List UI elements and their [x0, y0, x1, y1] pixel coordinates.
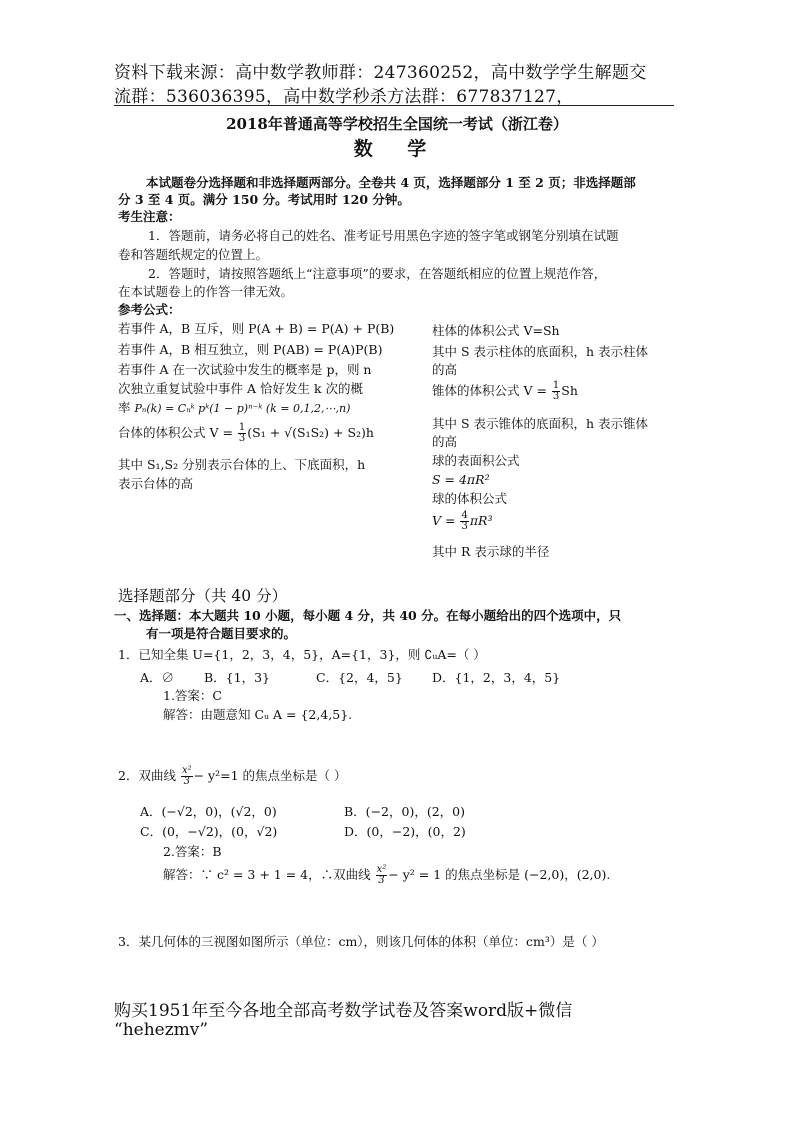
note-2-line-1: 2．答题时，请按照答题纸上“注意事项”的要求，在答题纸相应的位置上规范作答， — [148, 266, 607, 281]
q1-answer: 1.答案：C — [163, 688, 222, 703]
q2-solution — [163, 865, 610, 886]
q2-sol-frac-den: 3 — [378, 875, 385, 886]
q1-option-c: C．{2，4，5} — [316, 670, 403, 685]
q2-solution-prefix: 解答：∵ c² = 3 + 1 = 4，∴双曲线 — [163, 867, 375, 882]
sphere-volume-label: 球的体积公式 — [432, 491, 508, 506]
formula-prism: 柱体的体积公式 V=Sh — [432, 323, 560, 338]
sphere-vol-prefix: V = — [432, 513, 460, 528]
cone-frac-den: 3 — [552, 391, 560, 402]
sphere-area-formula: S = 4πR² — [432, 472, 490, 487]
sphere-vol-rest: πR³ — [469, 513, 493, 528]
q2-stem-suffix: − y²=1 的焦点坐标是（ ） — [193, 768, 347, 783]
prism-note-1: 其中 S 表示柱体的底面积，h 表示柱体 — [432, 344, 649, 359]
q2-answer: 2.答案：B — [163, 844, 222, 859]
note-1-line-2: 卷和答题纸规定的位置上。 — [118, 247, 269, 262]
formulas-heading: 参考公式： — [118, 302, 181, 317]
cone-note-2: 的高 — [432, 434, 458, 449]
frustum-prefix: 台体的体积公式 V = — [118, 425, 237, 440]
q2-frac-num: x² — [181, 765, 192, 776]
frustum-frac-den: 3 — [238, 433, 246, 444]
q3-stem: 3．某几何体的三视图如图所示（单位：cm），则该几何体的体积（单位：cm³）是（ ） — [118, 934, 604, 949]
footer-line-2: “hehezmv” — [114, 1020, 209, 1040]
q1-solution: 解答：由题意知 Cᵤ A = {2,4,5}. — [163, 707, 353, 722]
sphere-vol-fraction — [460, 511, 468, 532]
sphere-area-label: 球的表面积公式 — [432, 453, 520, 468]
cone-frac-num: 1 — [552, 380, 560, 391]
note-1-line-1: 1．答题前，请务必将自己的姓名、准考证号用黑色字迹的签字笔或钢笔分别填在试题 — [148, 228, 619, 243]
exam-subject: 数 学 — [353, 138, 441, 160]
frustum-frac-num: 1 — [238, 422, 246, 433]
section-instructions-1: 一、选择题：本大题共 10 小题，每小题 4 分，共 40 分。在每小题给出的四个选项中，只 — [114, 608, 622, 623]
bernoulli-prefix: 率 — [118, 400, 135, 415]
cone-note-1: 其中 S 表示锥体的底面积，h 表示锥体 — [432, 416, 649, 431]
sphere-note: 其中 R 表示球的半径 — [432, 544, 550, 559]
notes-heading: 考生注意： — [118, 209, 181, 224]
q1-stem: 1．已知全集 U={1，2，3，4，5}，A={1，3}，则 ∁ᵤA=（ ） — [118, 647, 486, 662]
frustum-rest: (S₁ + √(S₁S₂) + S₂)h — [247, 425, 374, 440]
header-divider — [114, 105, 674, 106]
cone-prefix: 锥体的体积公式 V = — [432, 383, 551, 398]
q2-sol-frac-num: x² — [376, 864, 387, 875]
source-line-2: 流群：536036395，高中数学秒杀方法群：677837127， — [114, 87, 574, 107]
formula-independent: 若事件 A，B 相互独立，则 P(AB) = P(A)P(B) — [118, 342, 383, 357]
formula-cone — [432, 381, 578, 402]
q2-fraction — [181, 766, 193, 787]
cone-fraction — [552, 381, 560, 402]
formula-bernoulli-1: 若事件 A 在一次试验中发生的概率是 p，则 n — [118, 362, 372, 377]
q1-option-a: A．∅ — [140, 670, 175, 685]
q1-option-b: B．{1，3} — [204, 670, 270, 685]
q2-option-a: A．(−√2，0)，(√2，0) — [140, 804, 277, 819]
cone-rest: Sh — [561, 383, 578, 398]
q2-solution-fraction — [376, 865, 388, 886]
source-line-1: 资料下载来源：高中数学教师群：247360252，高中数学学生解题交 — [114, 63, 647, 83]
bernoulli-formula: Pₙ(k) = Cₙᵏ pᵏ(1 − p)ⁿ⁻ᵏ (k = 0,1,2,⋯,n) — [134, 402, 351, 415]
q2-solution-suffix: − y² = 1 的焦点坐标是 (−2,0)，(2,0). — [388, 867, 611, 882]
formula-bernoulli-2: 次独立重复试验中事件 A 恰好发生 k 次的概 — [118, 381, 363, 396]
q2-option-c: C．(0，−√2)，(0，√2) — [140, 824, 278, 839]
formula-bernoulli-3 — [118, 398, 350, 418]
note-2-line-2: 在本试题卷上的作答一律无效。 — [118, 284, 294, 299]
intro-line-2: 分 3 至 4 页。满分 150 分。考试用时 120 分钟。 — [118, 192, 410, 207]
q2-stem-prefix: 2．双曲线 — [118, 768, 180, 783]
section-heading: 选择题部分（共 40 分） — [118, 587, 288, 605]
exam-title: 2018年普通高等学校招生全国统一考试（浙江卷） — [226, 115, 568, 133]
sphere-vol-frac-den: 3 — [461, 521, 468, 532]
intro-line-1: 本试题卷分选择题和非选择题两部分。全卷共 4 页，选择题部分 1 至 2 页；非选择题部 — [146, 175, 636, 190]
frustum-note-2: 表示台体的高 — [118, 476, 194, 491]
sphere-volume-formula — [432, 511, 492, 532]
frustum-fraction — [238, 423, 246, 444]
q2-stem — [118, 766, 347, 787]
formula-frustum — [118, 423, 374, 444]
sphere-vol-frac-num: 4 — [461, 510, 468, 521]
frustum-note-1: 其中 S₁,S₂ 分别表示台体的上、下底面积，h — [118, 457, 366, 472]
q2-frac-den: 3 — [183, 776, 190, 787]
q2-option-d: D．(0，−2)，(0，2) — [344, 824, 466, 839]
footer-line-1: 购买1951年至今各地全部高考数学试卷及答案word版+微信 — [114, 1001, 573, 1021]
q1-option-d: D．{1，2，3，4，5} — [432, 670, 561, 685]
formula-mutex: 若事件 A，B 互斥，则 P(A + B) = P(A) + P(B) — [118, 321, 395, 336]
prism-note-2: 的高 — [432, 362, 458, 377]
q2-option-b: B．(−2，0)，(2，0) — [344, 804, 465, 819]
section-instructions-2: 有一项是符合题目要求的。 — [146, 626, 297, 641]
